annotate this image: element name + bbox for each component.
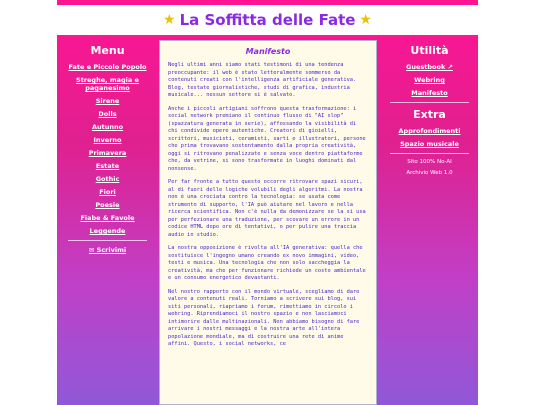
nav-link-leggende[interactable]: Leggende: [89, 227, 126, 235]
nav-link-poesie[interactable]: Poesie: [95, 201, 120, 209]
write-link[interactable]: [58, 246, 157, 254]
extra-heading: Extra: [413, 108, 446, 121]
no-ai-note: Sito 100% No-AI: [407, 159, 452, 165]
nav-link-manifesto[interactable]: Manifesto: [411, 89, 448, 97]
nav-link-autunno[interactable]: Autunno: [91, 123, 124, 131]
nav-link-estate[interactable]: Estate: [95, 162, 120, 170]
divider: [390, 153, 469, 154]
nav-link-spazio-musicale[interactable]: Spazio musicale: [400, 140, 459, 148]
utilities-heading: Utilità: [410, 44, 449, 57]
star-icon: ★: [359, 12, 372, 28]
star-icon: ★: [163, 12, 176, 28]
nav-link-approfondimenti[interactable]: Approfondimenti: [398, 127, 461, 135]
nav-link-gothic[interactable]: Gothic: [95, 175, 120, 183]
envelope-icon: ✉: [88, 246, 95, 254]
site-title[interactable]: La Soffitta delle Fate: [179, 11, 356, 29]
write-label: Scrivimi: [96, 246, 127, 254]
nav-link-dolls[interactable]: Dolls: [98, 110, 117, 118]
paragraph: Per far fronte a tutto questo occorre ritrovare spazi sicuri, al di fuori delle logiche volubili degli algoritmi. La nostra non è una crociata contro la tecnologia: se usata come strumento di supporto, l'IA può aiutare nel lavoro e nella ricerca scientifica. Non c'è nulla da demonizzare se la si usa per perfezionare una traduzione, per scovare un errore in un codice HTML dopo ore di tentativi, o per pulire una traccia audio in studio.: [168, 179, 366, 238]
divider: [390, 102, 469, 103]
left-sidebar: [58, 40, 157, 254]
archive-note: Archivio Web 1.0: [406, 170, 453, 176]
nav-link-webring[interactable]: Webring: [414, 76, 445, 84]
right-sidebar: [380, 40, 479, 177]
nav-link-streghe[interactable]: Streghe, magia e paganesimo: [76, 76, 139, 92]
nav-link-fate[interactable]: Fate e Piccolo Popolo: [68, 63, 147, 71]
divider: [68, 240, 147, 241]
extra-nav: [380, 127, 479, 148]
nav-link-fiabe[interactable]: Fiabe & Favole: [80, 214, 135, 222]
nav-link-inverno[interactable]: Inverno: [93, 136, 122, 144]
nav-link-primavera[interactable]: Primavera: [88, 149, 127, 157]
paragraph: Negli ultimi anni siamo stati testimoni di una tendenza preoccupante: il web è stato letteralmente sommerso da contenuti creati con l'intelligenza artificiale generativa. Blog, testate giornalistiche, studi di grafica, industria musicale... nessun settore si è salvato.: [168, 62, 357, 98]
menu-heading: Menu: [90, 44, 125, 57]
utilities-nav: [380, 63, 479, 97]
nav-link-sirene[interactable]: Sirene: [95, 97, 120, 105]
site-header: [57, 5, 478, 37]
nav-link-fiori[interactable]: Fiori: [99, 188, 116, 196]
nav-link-guestbook[interactable]: Guestbook ↗: [406, 63, 453, 71]
main-content: [159, 40, 377, 405]
page-title: Manifesto: [245, 47, 291, 56]
paragraph: La nostra opposizione è rivolta all'IA generativa: quella che sostituisce l'ingegno umano creando ex novo immagini, video, testi e musica. Una tecnologia che non solo saccheggia la creatività, ma che per funzionare richiede un costo ambientale e un consumo energetico devastanti.: [168, 245, 366, 281]
menu-nav: [58, 63, 157, 235]
paragraph: Anche i piccoli artigiani soffrono questa trasformazione: i social network premiano il continuo flusso di "AI slop" (spazzatura generata in serie), affossando la visibilità di chi condivide opere autentiche. Creatori di gioielli, scrittori, musicisti, ceramisti, sarti e illustratori, persone che prima trovavano sostentamento dalla propria creatività, oggi si ritrovano penalizzate e senza voce dentro piattaforme che, da vetrine, si sono trasformate in luoghi dominati dal nonsense.: [168, 105, 366, 172]
paragraph: Nel nostro rapporto con il mondo virtuale, scegliamo di dare valore a contenuti reali. Torniamo a scrivere sui blog, sui siti personali, riapriamo i forum, rimettiamo in circolo i webring. Riprendiamoci il nostro spazio e non lasciamoci intimorire dalle multinazionali. Non abbiamo bisogno di fare arrivare i nostri messaggi e la nostra arte all'intera popolazione mondiale, ma di costruire una rete di anime affini. Questo, i social networks, ce: [168, 288, 360, 347]
